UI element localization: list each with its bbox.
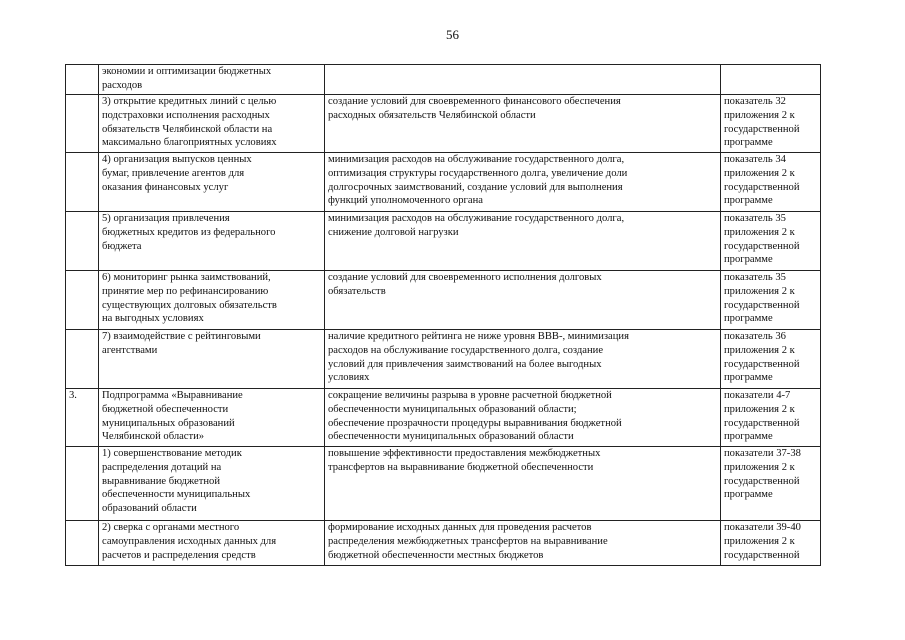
- measure-line: расчетов и распределения средств: [102, 549, 256, 561]
- measure-line: подстраховки исполнения расходных: [102, 109, 270, 121]
- result-cell: [325, 447, 721, 521]
- indicator-line: государственной: [724, 181, 800, 193]
- indicator-cell: [721, 330, 821, 389]
- table-row: [66, 153, 821, 212]
- measure-line: 7) взаимодействие с рейтинговыми: [102, 331, 261, 342]
- measure-cell: [99, 447, 325, 521]
- result-line: расходных обязательств Челябинской области: [328, 109, 536, 121]
- result-cell: [325, 389, 721, 447]
- measure-line: 4) организация выпусков ценных: [102, 154, 252, 165]
- indicator-line: программе: [724, 254, 773, 266]
- measure-cell: [99, 521, 325, 566]
- indicator-cell: [721, 271, 821, 330]
- indicator-line: показатель 34: [724, 154, 786, 165]
- result-line: оптимизация структуры государственного долга, увеличение доли: [328, 167, 628, 179]
- measure-cell: [99, 389, 325, 447]
- measure-line: максимально благоприятных условиях: [102, 137, 277, 149]
- indicator-line: показатели 37-38: [724, 448, 801, 459]
- indicator-line: программе: [724, 137, 773, 149]
- program-measures-table: [65, 64, 821, 566]
- indicator-line: приложения 2 к: [724, 109, 795, 121]
- measure-line: оказания финансовых услуг: [102, 181, 229, 193]
- result-line: бюджетной обеспеченности местных бюджетов: [328, 549, 544, 561]
- measure-line: самоуправления исходных данных для: [102, 535, 277, 547]
- result-line: обеспечение прозрачности процедуры выравнивания бюджетной: [328, 417, 622, 429]
- indicator-line: государственной: [724, 358, 800, 370]
- result-line: распределения межбюджетных трансфертов на выравнивание: [328, 535, 608, 547]
- result-line: функций уполномоченного органа: [328, 195, 483, 207]
- indicator-line: программе: [724, 372, 773, 384]
- indicator-line: программе: [724, 313, 773, 325]
- measure-line: 6) мониторинг рынка заимствований,: [102, 272, 271, 283]
- row-number-cell: [66, 212, 99, 271]
- measure-line: экономии и оптимизации бюджетных: [102, 66, 272, 77]
- indicator-line: государственной: [724, 549, 800, 561]
- measure-line: образований области: [102, 503, 197, 515]
- measure-line: 5) организация привлечения: [102, 213, 230, 224]
- measure-line: Подпрограмма «Выравнивание: [102, 390, 243, 401]
- measure-cell: [99, 65, 325, 95]
- result-line: условий для привлечения заимствований на более выгодных: [328, 358, 602, 370]
- indicator-line: государственной: [724, 417, 800, 429]
- table-row: [66, 521, 821, 566]
- indicator-line: приложения 2 к: [724, 344, 795, 356]
- indicator-line: государственной: [724, 240, 800, 252]
- indicator-cell: [721, 95, 821, 153]
- row-number-cell: [66, 521, 99, 566]
- result-line: наличие кредитного рейтинга не ниже уровня ВВВ-, минимизация: [328, 331, 629, 342]
- result-line: снижение долговой нагрузки: [328, 226, 459, 238]
- result-line: обязательств: [328, 285, 386, 297]
- row-number-cell: 3.: [66, 389, 99, 447]
- table-row: [66, 65, 821, 95]
- result-cell: [325, 95, 721, 153]
- measure-line: бюджетной обеспеченности: [102, 403, 229, 415]
- measure-cell: [99, 212, 325, 271]
- measure-cell: [99, 95, 325, 153]
- result-line: минимизация расходов на обслуживание государственного долга,: [328, 213, 625, 224]
- measure-line: бюджета: [102, 240, 142, 252]
- indicator-line: программе: [724, 431, 773, 443]
- measure-line: 3) открытие кредитных линий с целью: [102, 96, 277, 107]
- measure-cell: [99, 153, 325, 212]
- indicator-line: приложения 2 к: [724, 226, 795, 238]
- indicator-line: показатель 32: [724, 96, 786, 107]
- measure-line: обязательств Челябинской области на: [102, 123, 273, 135]
- measure-line: бумаг, привлечение агентов для: [102, 167, 245, 179]
- measure-line: выравнивание бюджетной: [102, 475, 221, 487]
- indicator-line: показатель 35: [724, 272, 786, 283]
- table-row: [66, 447, 821, 521]
- row-number-cell: [66, 153, 99, 212]
- indicator-line: программе: [724, 489, 773, 501]
- measure-line: обеспеченности муниципальных: [102, 489, 251, 501]
- result-cell: [325, 271, 721, 330]
- result-line: обеспеченности муниципальных образований области: [328, 431, 574, 443]
- indicator-line: приложения 2 к: [724, 167, 795, 179]
- indicator-cell: [721, 447, 821, 521]
- table-row: [66, 95, 821, 153]
- measure-line: принятие мер по рефинансированию: [102, 285, 269, 297]
- row-number-cell: [66, 95, 99, 153]
- indicator-cell: [721, 521, 821, 566]
- result-line: сокращение величины разрыва в уровне расчетной бюджетной: [328, 390, 612, 401]
- table-row: [66, 212, 821, 271]
- measure-cell: [99, 271, 325, 330]
- indicator-line: программе: [724, 195, 773, 207]
- row-number-cell: [66, 447, 99, 521]
- indicator-cell: [721, 389, 821, 447]
- indicator-cell: [721, 65, 821, 95]
- result-line: создание условий для своевременного финансового обеспечения: [328, 96, 621, 107]
- indicator-line: показатель 36: [724, 331, 786, 342]
- result-line: минимизация расходов на обслуживание государственного долга,: [328, 154, 625, 165]
- row-number-cell: [66, 65, 99, 95]
- result-line: трансфертов на выравнивание бюджетной обеспеченности: [328, 461, 594, 473]
- table-row: [66, 271, 821, 330]
- result-line: повышение эффективности предоставления межбюджетных: [328, 448, 601, 459]
- indicator-line: государственной: [724, 123, 800, 135]
- measure-line: 2) сверка с органами местного: [102, 522, 240, 533]
- indicator-cell: [721, 212, 821, 271]
- row-number-cell: [66, 330, 99, 389]
- measure-line: распределения дотаций на: [102, 461, 222, 473]
- indicator-line: государственной: [724, 299, 800, 311]
- measure-line: агентствами: [102, 344, 158, 356]
- measure-line: существующих долговых обязательств: [102, 299, 277, 311]
- page-number: 56: [446, 27, 459, 42]
- indicator-line: приложения 2 к: [724, 461, 795, 473]
- result-line: формирование исходных данных для проведения расчетов: [328, 522, 592, 533]
- measure-line: муниципальных образований: [102, 417, 235, 429]
- row-number-cell: [66, 271, 99, 330]
- indicator-line: показатели 39-40: [724, 522, 801, 533]
- result-line: условиях: [328, 372, 370, 384]
- result-cell: [325, 65, 721, 95]
- result-cell: [325, 212, 721, 271]
- result-cell: [325, 330, 721, 389]
- measure-line: на выгодных условиях: [102, 313, 204, 325]
- indicator-line: приложения 2 к: [724, 535, 795, 547]
- result-cell: [325, 153, 721, 212]
- indicator-line: приложения 2 к: [724, 285, 795, 297]
- measure-line: Челябинской области»: [102, 431, 205, 443]
- indicator-line: приложения 2 к: [724, 403, 795, 415]
- measure-line: расходов: [102, 79, 143, 91]
- measure-line: 1) совершенствование методик: [102, 448, 242, 459]
- result-line: создание условий для своевременного исполнения долговых: [328, 272, 602, 283]
- result-line: обеспеченности муниципальных образований области;: [328, 403, 577, 415]
- table-row: [66, 330, 821, 389]
- indicator-cell: [721, 153, 821, 212]
- measure-line: бюджетных кредитов из федерального: [102, 226, 276, 238]
- indicator-line: показатели 4-7: [724, 390, 791, 401]
- result-line: долгосрочных заимствований, создание условий для выполнения: [328, 181, 623, 193]
- measure-cell: [99, 330, 325, 389]
- result-line: расходов на обслуживание государственного долга, создание: [328, 344, 604, 356]
- indicator-line: показатель 35: [724, 213, 786, 224]
- result-cell: [325, 521, 721, 566]
- indicator-line: государственной: [724, 475, 800, 487]
- table-row: [66, 389, 821, 447]
